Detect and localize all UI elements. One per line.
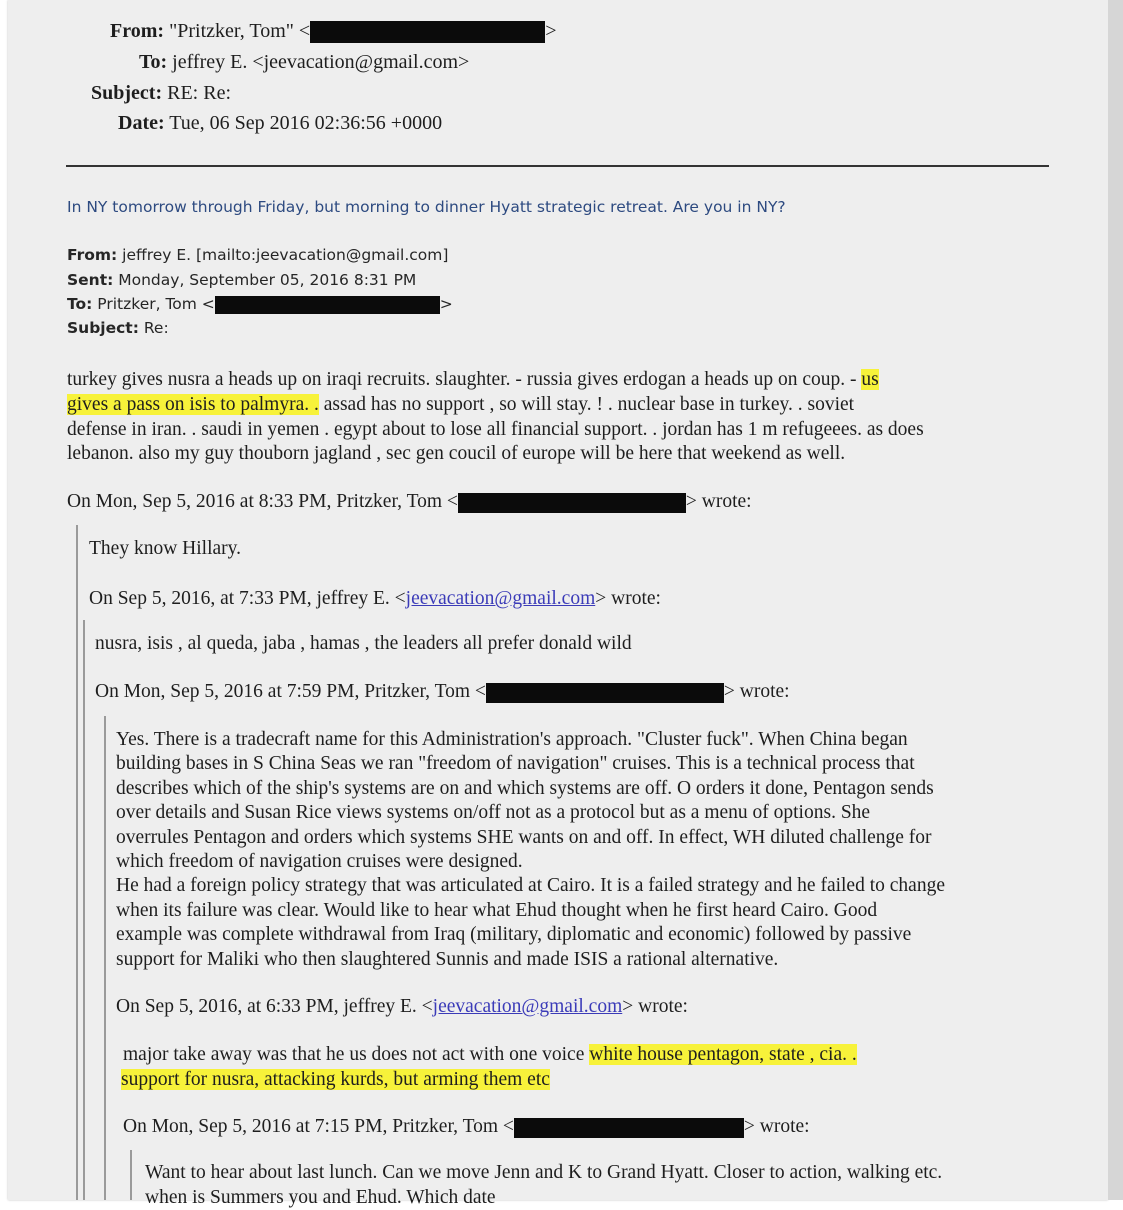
reply-message: In NY tomorrow through Friday, but morning to dinner Hyatt strategic retreat. Are you in NY? [67,198,786,216]
quote-attribution: On Sep 5, 2016, at 7:33 PM, jeffrey E. <jeevacation@gmail.com> wrote: [89,588,661,609]
email-link[interactable]: jeevacation@gmail.com [405,588,596,609]
fwd-from-row: From: jeffrey E. [mailto:jeevacation@gmail.com] [67,246,449,264]
message-body-line: gives a pass on isis to palmyra. . assad has no support , so will stay. ! . nuclear base in turkey. . soviet [67,394,855,415]
header-divider [66,165,1049,167]
header-from-value: "Pritzker, Tom" < [169,20,311,42]
email-link[interactable]: jeevacation@gmail.com [432,996,623,1017]
header-from-label: From: [110,20,165,42]
quote-attribution: On Mon, Sep 5, 2016 at 7:15 PM, Pritzker, Tom < > wrote: [123,1116,810,1137]
quote-paragraph: Yes. There is a tradecraft name for this Administration's approach. "Cluster fuck". When China began building bases in S China Seas we ran "freedom of navigation" cruises. This is a technical process that describes which of the ship's systems are on and which systems are off. O orders it done, Pentagon sends over details and Susan Rice views systems on/off not as a protocol but as a menu of options. She overrules Pentagon and orders which systems SHE wants on and off. In effect, WH diluted challenge for which freedom of navigation cruises were designed. He had a foreign policy strategy that was articulated at Cairo. It is a failed strategy and he failed to change when its failure was clear. Would like to hear what Ehud thought when he first heard Cairo. Good example was complete withdrawal from Iraq (military, diplomatic and economic) followed by passive support for Maliki who then slaughtered Sunnis and made ISIS a rational alternative. [116,729,945,970]
quote-bar [83,620,85,1200]
header-date-value: Tue, 06 Sep 2016 02:36:56 +0000 [169,112,443,134]
header-date-row [118,112,442,135]
quote-text: They know Hillary. [89,538,241,559]
quote-bar [104,716,106,1200]
message-body-line: turkey gives nusra a heads up on iraqi recruits. slaughter. - russia gives erdogan a heads up on coup. - us [67,369,879,390]
quote-attribution: On Mon, Sep 5, 2016 at 8:33 PM, Pritzker, Tom < > wrote: [67,491,752,512]
highlighted-text: gives a pass on isis to palmyra. . [67,394,319,415]
quote-text: Want to hear about last lunch. Can we move Jenn and K to Grand Hyatt. Closer to action, walking etc. [145,1162,943,1183]
quote-text: when is Summers you and Ehud. Which date [145,1187,496,1208]
quote-text [121,1068,550,1092]
highlighted-text: us [861,369,879,390]
redaction-box [514,1118,744,1138]
header-subject-row [91,82,231,105]
highlighted-text: white house pentagon, state , cia. . [589,1044,857,1065]
quote-attribution: On Sep 5, 2016, at 6:33 PM, jeffrey E. <jeevacation@gmail.com> wrote: [116,996,688,1017]
fwd-sent-row: Sent: Monday, September 05, 2016 8:31 PM [67,271,417,289]
header-to-label: To: [139,51,168,73]
page-edge-shadow [1108,0,1123,1200]
fwd-subject-row: Subject: Re: [67,319,169,337]
quote-text: major take away was that he us does not act with one voice white house pentagon, state , cia. . [123,1044,857,1065]
message-body-line: defense in iran. . saudi in yemen . egypt about to lose all financial support. . jordan has 1 m refugeees. as does [67,419,924,440]
fwd-to-row: To: Pritzker, Tom < > [67,295,453,313]
header-to-value: jeffrey E. <jeevacation@gmail.com> [172,51,470,73]
quote-bar [76,525,78,1200]
message-body-line: lebanon. also my guy thouborn jagland , sec gen coucil of europe will be here that weekend as well. [67,443,846,464]
redaction-box [486,683,724,703]
highlighted-text: support for nusra, attacking kurds, but arming them etc [121,1069,550,1090]
header-to-row [139,51,469,74]
quote-bar [130,1150,132,1200]
redaction-box [310,21,545,43]
quote-text: nusra, isis , al queda, jaba , hamas , the leaders all prefer donald wild [95,633,632,654]
quote-attribution: On Mon, Sep 5, 2016 at 7:59 PM, Pritzker, Tom < > wrote: [95,681,790,702]
header-from-row: From: "Pritzker, Tom" < > [110,20,557,42]
redaction-box [458,493,686,513]
redaction-box [215,296,440,314]
header-date-label: Date: [118,112,165,134]
header-subject-value: RE: Re: [167,82,231,104]
header-subject-label: Subject: [91,82,163,104]
